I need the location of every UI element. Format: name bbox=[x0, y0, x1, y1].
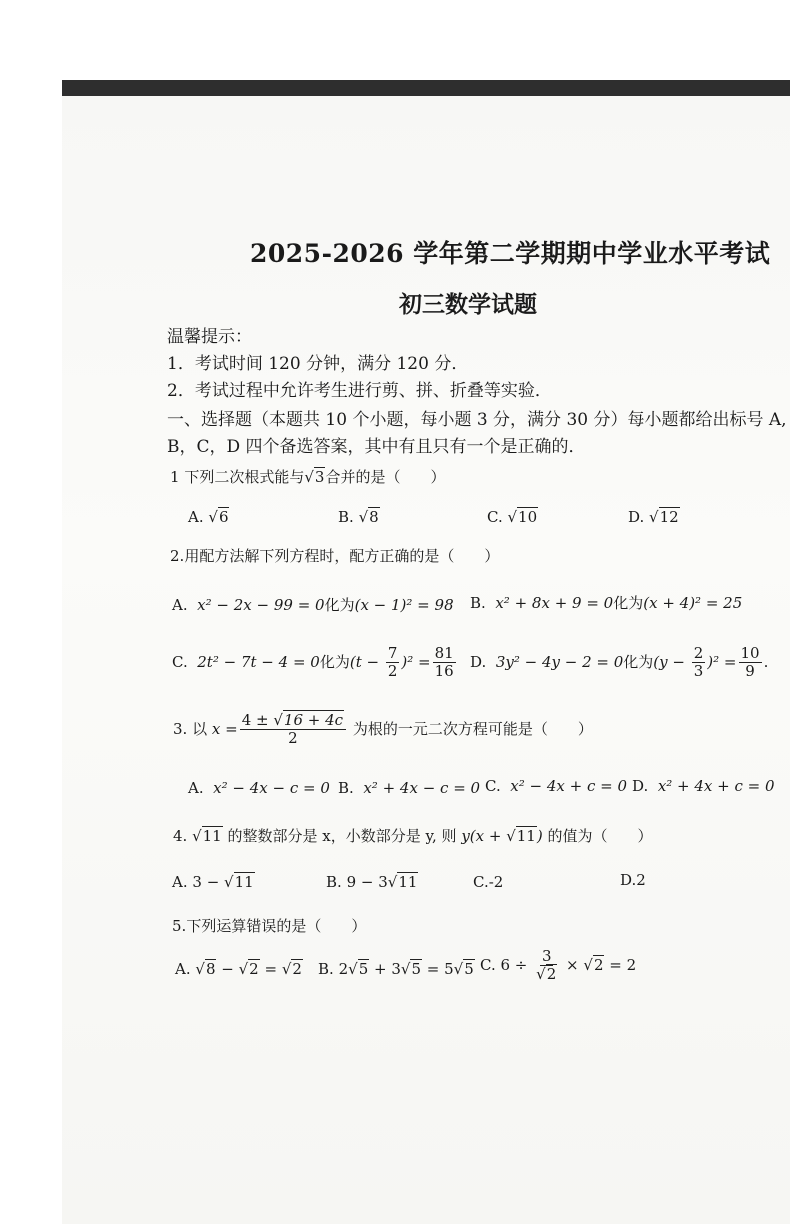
section-instruction-line1: 一、选择题（本题共 10 个小题，每小题 3 分，满分 30 分）每小题都给出标号 A, bbox=[167, 410, 787, 430]
question-5 bbox=[172, 915, 366, 936]
q3-option-d[interactable]: D. x² + 4x + c = 0 bbox=[632, 777, 775, 795]
question-number: 2. bbox=[170, 547, 185, 565]
q3-option-c[interactable]: C. x² − 4x + c = 0 bbox=[485, 777, 627, 795]
question-stem: 下列运算错误的是（ ） bbox=[186, 917, 367, 935]
q4-option-d[interactable]: D.2 bbox=[620, 871, 646, 889]
tips-heading: 温馨提示： bbox=[167, 327, 252, 347]
question-stem: 为根的一元二次方程可能是（ ） bbox=[352, 719, 593, 738]
q2-option-c[interactable]: C. 2t² − 7t − 4 = 0化为(t − $\frac{7}{2}$ )² = $\frac{81}{16}$ bbox=[172, 644, 454, 681]
tip-item-2: 2．考试过程中允许考生进行剪、拼、折叠等实验． bbox=[167, 381, 552, 401]
question-number: 3. bbox=[173, 719, 188, 738]
question-number: 5. bbox=[172, 917, 187, 935]
question-stem: 下列二次根式能与 bbox=[184, 468, 305, 486]
q1-option-c[interactable]: C. √10 bbox=[487, 508, 538, 526]
question-number: 1 bbox=[170, 468, 180, 486]
section-instruction-line2: B，C，D 四个备选答案，其中有且只有一个是正确的． bbox=[167, 437, 586, 457]
q5-option-c[interactable]: C. 6 ÷ $\frac{3}{√2}$ × √2 = 2 bbox=[480, 947, 637, 984]
q4-option-a[interactable]: A. 3 − √11 bbox=[172, 873, 254, 891]
q4-option-b[interactable]: B. 9 − 3√11 bbox=[326, 873, 418, 891]
exam-subtitle: 初三数学试题 bbox=[399, 291, 537, 318]
question-2 bbox=[170, 545, 499, 566]
q2-option-b[interactable]: B. x² + 8x + 9 = 0化为(x + 4)² = 25 bbox=[470, 594, 743, 612]
question-number: 4. bbox=[173, 827, 188, 845]
question-1: 1 下列二次根式能与√3合并的是（ ） bbox=[170, 468, 446, 486]
question-4: 4. √11 的整数部分是 x，小数部分是 y, 则 y(x + √11) 的值为（ ） bbox=[173, 827, 653, 845]
q3-option-a[interactable]: A. x² − 4x − c = 0 bbox=[188, 779, 330, 797]
question-stem: 用配方法解下列方程时，配方正确的是（ ） bbox=[184, 547, 500, 565]
question-3: 3. 以 x = $\frac{4 \pm √16 + 4c}{2}$ 为根的一元二次方程可能是（ ） bbox=[173, 711, 593, 748]
scan-dark-edge bbox=[62, 80, 790, 96]
tip-item-1: 1．考试时间 120 分钟，满分 120 分． bbox=[167, 354, 469, 374]
q3-option-b[interactable]: B. x² + 4x − c = 0 bbox=[338, 779, 481, 797]
q2-option-a[interactable]: A. x² − 2x − 99 = 0化为(x − 1)² = 98 bbox=[172, 596, 454, 614]
q1-option-a[interactable]: A. √6 bbox=[188, 508, 229, 526]
q5-option-b[interactable]: B. 2√5 + 3√5 = 5√5 bbox=[318, 960, 474, 978]
q4-option-c[interactable]: C.-2 bbox=[473, 873, 504, 891]
q2-option-d[interactable]: D. 3y² − 4y − 2 = 0化为(y − $\frac{2}{3}$ )² = $\frac{10}{9}$ . bbox=[470, 644, 769, 681]
exam-title: 2025-2026 学年第二学期期中学业水平考试 bbox=[250, 239, 771, 268]
q1-option-d[interactable]: D. √12 bbox=[628, 508, 679, 526]
q1-option-b[interactable]: B. √8 bbox=[338, 508, 379, 526]
q5-option-a[interactable]: A. √8 − √2 = √2 bbox=[175, 960, 302, 978]
